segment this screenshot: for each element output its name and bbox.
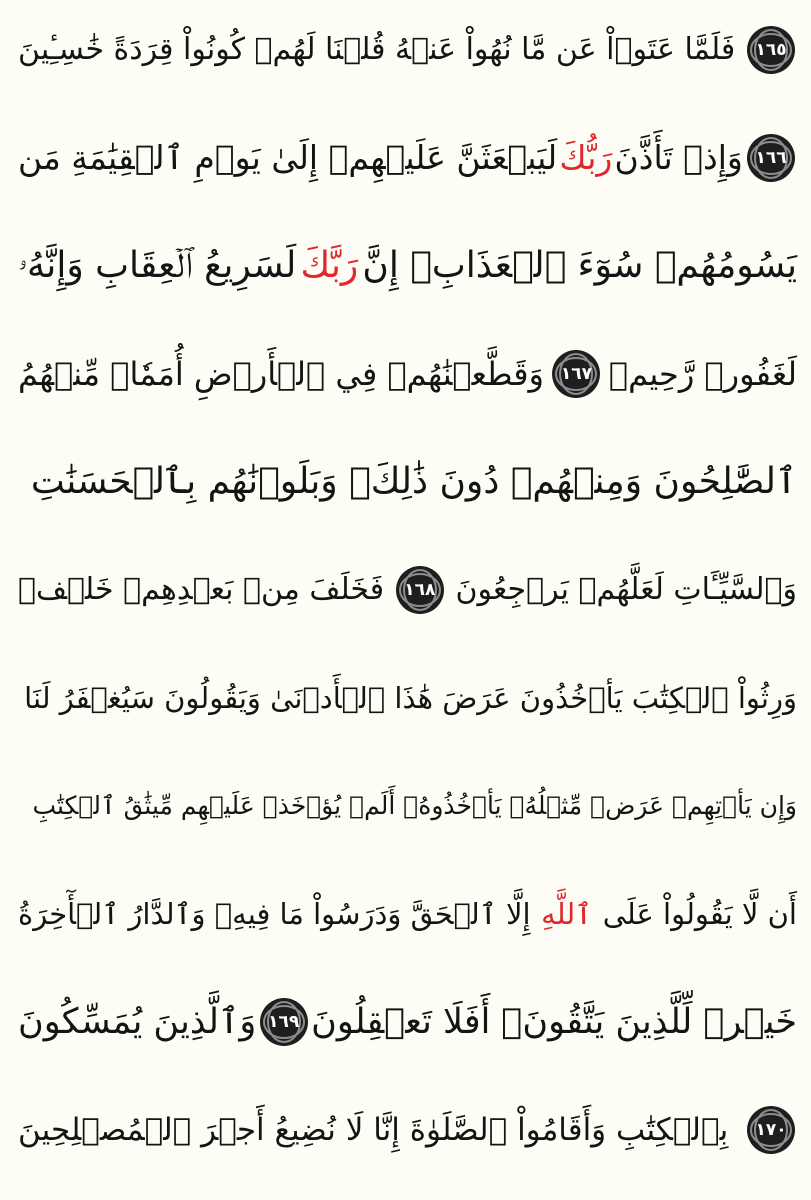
quran-line-9 <box>18 870 797 958</box>
line-text-part: وَٱلسَّيِّـَٔاتِ لَعَلَّهُمۡ يَرۡجِعُونَ <box>455 572 797 607</box>
line-text-part: أَن لَّا يَقُولُواْ عَلَى <box>602 897 797 931</box>
line-text: بِٱلۡكِتَٰبِ وَأَقَامُواْ ٱلصَّلَوٰةَ إِنَّا لَا نُضِيعُ أَجۡرَ ٱلۡمُصۡلِحِينَ <box>18 1112 729 1148</box>
divine-name-highlight: ٱللَّهِ <box>541 897 593 931</box>
quran-line-11 <box>18 1086 797 1174</box>
line-text-part: إِلَّا ٱلۡحَقَّ وَدَرَسُواْ مَا فِيهِۗ وَٱلدَّارُ ٱلۡأٓخِرَةُ <box>18 897 531 931</box>
quran-line-1 <box>18 6 797 94</box>
line-text-part: لَغَفُورٞ رَّحِيمٞ <box>608 355 797 393</box>
line-text-part: خَيۡرٞ لِّلَّذِينَ يَتَّقُونَۚ أَفَلَا تَعۡقِلُونَ <box>311 1002 797 1042</box>
verse-marker-165 <box>745 24 797 76</box>
verse-marker-167 <box>550 348 602 400</box>
line-text: فَلَمَّا عَتَوۡاْ عَن مَّا نُهُواْ عَنۡهُ قُلۡنَا لَهُمۡ كُونُواْ قِرَدَةً خَٰسِـِٔينَ <box>18 32 736 67</box>
verse-number: ١٧٠ <box>755 1119 787 1140</box>
line-text-part: وَقَطَّعۡنَٰهُمۡ فِي ٱلۡأَرۡضِ أُمَمٗاۖ مِّنۡهُمُ <box>18 355 544 393</box>
verse-number: ١٦٧ <box>560 363 593 384</box>
verse-number: ١٦٦ <box>755 147 787 168</box>
line-text-part: فَخَلَفَ مِنۢ بَعۡدِهِمۡ خَلۡفٞ <box>18 572 385 607</box>
quran-line-3 <box>18 222 797 310</box>
quran-line-10 <box>18 978 797 1066</box>
verse-number: ١٦٩ <box>268 1011 300 1032</box>
line-text: وَرِثُواْ ٱلۡكِتَٰبَ يَأۡخُذُونَ عَرَضَ هَٰذَا ٱلۡأَدۡنَىٰ وَيَقُولُونَ سَيُغۡفَرُ لَنَا <box>24 681 797 715</box>
line-text-part: وَٱلَّذِينَ يُمَسِّكُونَ <box>18 1002 257 1042</box>
divine-name-highlight: رَبَّكَ <box>300 245 359 286</box>
line-text-part: لَسَرِيعُ ٱلۡعِقَابِ وَإِنَّهُۥ <box>18 245 297 286</box>
verse-marker-168 <box>394 564 446 616</box>
line-text: وَإِن يَأۡتِهِمۡ عَرَضٞ مِّثۡلُهُۥ يَأۡخُذُوهُۚ أَلَمۡ يُؤۡخَذۡ عَلَيۡهِم مِّيثَٰقُ ٱلۡكِتَٰبِ <box>32 791 797 820</box>
quran-line-7 <box>18 654 797 742</box>
verse-number: ١٦٥ <box>755 39 787 60</box>
divine-name-highlight: رَبُّكَ <box>559 138 613 177</box>
quran-line-8 <box>18 762 797 850</box>
verse-marker-169 <box>258 996 310 1048</box>
verse-marker-166 <box>745 132 797 184</box>
line-text-part: لَيَبۡعَثَنَّ عَلَيۡهِمۡ إِلَىٰ يَوۡمِ ٱلۡقِيَٰمَةِ مَن <box>18 138 558 177</box>
line-text-part: يَسُومُهُمۡ سُوٓءَ ٱلۡعَذَابِۗ إِنَّ <box>362 245 797 286</box>
verse-marker-170 <box>745 1104 797 1156</box>
line-text-part: وَإِذۡ تَأَذَّنَ <box>614 138 743 177</box>
quran-line-2 <box>18 114 797 202</box>
quran-line-6 <box>18 546 797 634</box>
quran-line-5 <box>18 438 797 526</box>
quran-line-4 <box>18 330 797 418</box>
line-text: ٱلصَّٰلِحُونَ وَمِنۡهُمۡ دُونَ ذَٰلِكَۖ وَبَلَوۡنَٰهُم بِٱلۡحَسَنَٰتِ <box>30 461 797 502</box>
verse-number: ١٦٨ <box>404 579 436 600</box>
